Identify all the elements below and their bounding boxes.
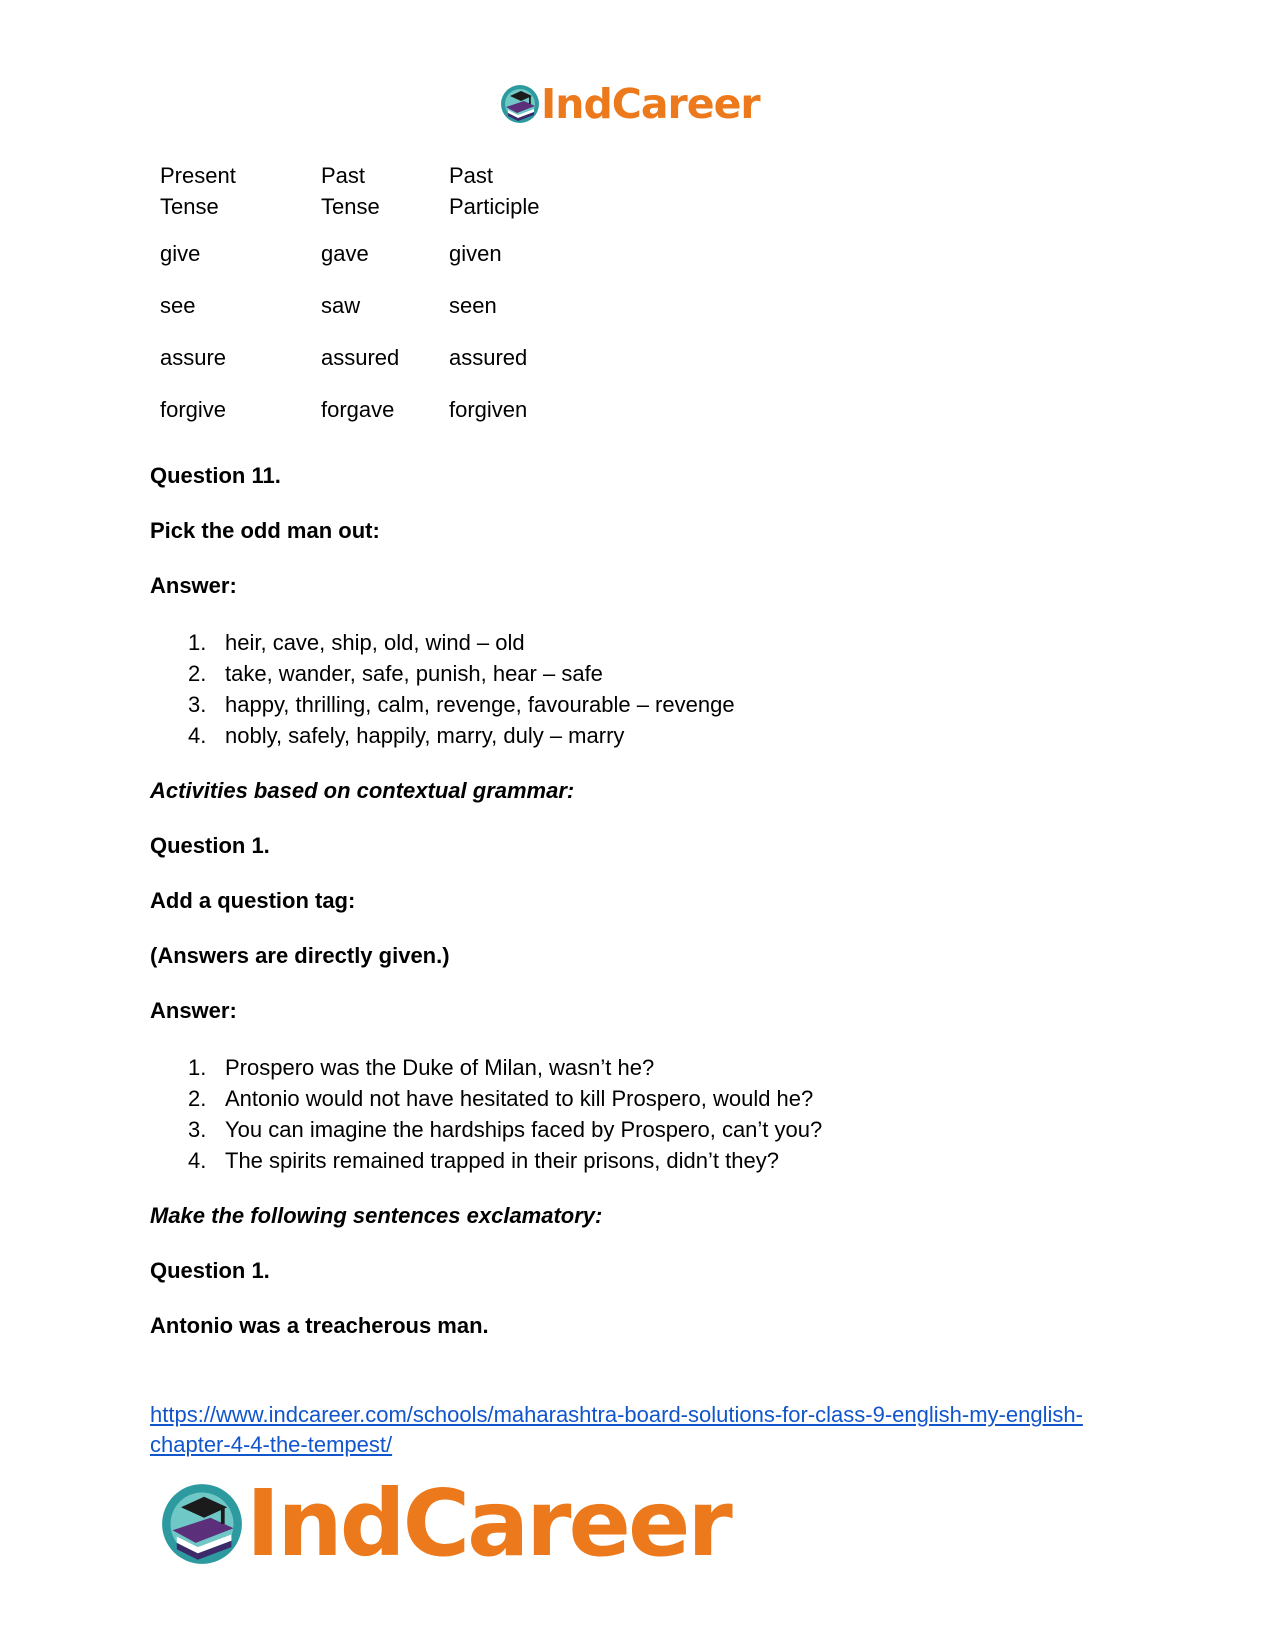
odd-man-out-answers <box>150 627 1150 751</box>
table-cell: assured <box>449 345 528 370</box>
indcareer-logo-top <box>500 80 760 128</box>
table-cell: forgiven <box>449 397 528 422</box>
brand-name: IndCareer <box>541 80 760 128</box>
question-11-title: Question 11. <box>150 463 281 488</box>
header-past-participle: Past Participle <box>449 163 540 219</box>
verb-forms-table <box>160 160 609 430</box>
table-cell: assure <box>160 345 227 370</box>
question-1-prompt: Add a question tag: <box>150 888 356 913</box>
indcareer-logo-bottom <box>160 1470 730 1577</box>
list-item: 4. nobly, safely, happily, marry, duly – marry <box>188 723 625 748</box>
table-cell: saw <box>321 293 361 318</box>
list-item: 3. You can imagine the hardships faced by Prospero, can’t you? <box>188 1117 823 1142</box>
question-tag-answers <box>150 1052 1150 1176</box>
section-heading-exclamatory: Make the following sentences exclamatory: <box>150 1203 603 1228</box>
table-header-row <box>160 160 609 222</box>
table-row <box>160 274 609 326</box>
document-body <box>150 462 1150 1367</box>
list-item: 3. happy, thrilling, calm, revenge, favourable – revenge <box>188 692 735 717</box>
exclamatory-sentence: Antonio was a treacherous man. <box>150 1313 489 1338</box>
brand-name: IndCareer <box>246 1470 730 1577</box>
table-cell: given <box>449 241 502 266</box>
table-row <box>160 378 609 430</box>
graduation-book-icon <box>160 1482 244 1566</box>
table-cell: forgave <box>321 397 395 422</box>
section-heading-contextual-grammar: Activities based on contextual grammar: <box>150 778 575 803</box>
table-cell: seen <box>449 293 497 318</box>
list-item: 2. Antonio would not have hesitated to kill Prospero, would he? <box>188 1086 814 1111</box>
question-1-note: (Answers are directly given.) <box>150 943 450 968</box>
answer-label: Answer: <box>150 573 237 598</box>
header-present-tense: Present Tense <box>160 163 236 219</box>
list-item: 1. Prospero was the Duke of Milan, wasn’t he? <box>188 1055 655 1080</box>
source-url-link[interactable]: https://www.indcareer.com/schools/maharashtra-board-solutions-for-class-9-english-my-english-chapter-4-4-the-tempest/ <box>150 1402 1083 1457</box>
list-item: 2. take, wander, safe, punish, hear – safe <box>188 661 603 686</box>
table-cell: see <box>160 293 196 318</box>
question-1-title: Question 1. <box>150 1258 270 1283</box>
table-cell: assured <box>321 345 400 370</box>
question-1-title: Question 1. <box>150 833 270 858</box>
table-cell: give <box>160 241 201 266</box>
list-item: 1. heir, cave, ship, old, wind – old <box>188 630 525 655</box>
table-row <box>160 326 609 378</box>
table-cell: forgive <box>160 397 227 422</box>
list-item: 4. The spirits remained trapped in their prisons, didn’t they? <box>188 1148 779 1173</box>
answer-label: Answer: <box>150 998 237 1023</box>
question-11-prompt: Pick the odd man out: <box>150 518 380 543</box>
table-cell: gave <box>321 241 369 266</box>
header-past-tense: Past Tense <box>321 163 380 219</box>
table-row <box>160 222 609 274</box>
graduation-book-icon <box>500 84 540 124</box>
